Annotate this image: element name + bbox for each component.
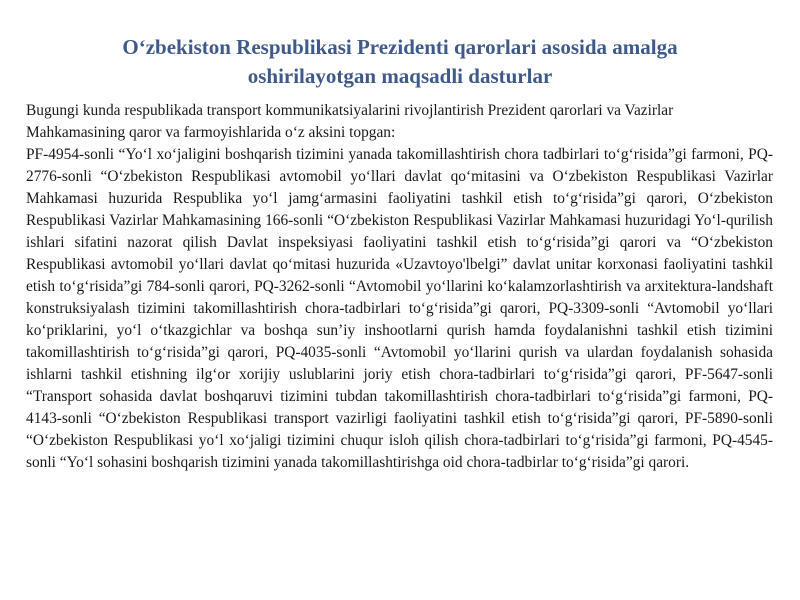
title-line-2: oshirilayotgan maqsadli dasturlar — [247, 64, 553, 88]
body-text — [26, 100, 773, 474]
decrees-paragraph: PF-4954-sonli “Yo‘l xo‘jaligini boshqarish tizimini yanada takomillashtirish chora tadbirlari to‘g‘risida”gi farmoni, PQ-2776-sonli “O‘zbekiston Respublikasi avtomobil yo‘llari davlat qo‘mitasini va O‘zbekiston Respublikasi Vazirlar Mahkamasi huzurida Respublika yo‘l jamg‘armasini faoliyatini tashkil etish to‘g‘risida”gi qarori, O‘zbekiston Respublikasi Vazirlar Mahkamasining 166-sonli “O‘zbekiston Respublikasi Vazirlar Mahkamasi huzuridagi Yo‘l-qurilish ishlari sifatini nazorat qilish Davlat inspeksiyasi faoliyatini tashkil etish to‘g‘risida”gi qarori va “O‘zbekiston Respublikasi avtomobil yo‘llari davlat qo‘mitasi huzurida «Uzavtoyo'lbelgi” davlat unitar korxonasi faoliyatini tashkil etish to‘g‘risida”gi 784-sonli qarori, PQ-3262-sonli “Avtomobil yo‘llarini ko‘kalamzorlashtirish va arxitektura-landshaft konstruksiyalash tizimini takomillashtirish chora-tadbirlari to‘g‘risida”gi qarori, PQ-3309-sonli “Avtomobil yo‘llari ko‘priklarini, yo‘l o‘tkazgichlar va boshqa sun’iy inshootlarni qurish hamda foydalanishni tashkil etish tizimini takomillashtirish to‘g‘risida”gi qarori, PQ-4035-sonli “Avtomobil yo‘llarini qurish va ulardan foydalanish sohasida ishlarni tashkil etishning ilg‘or xorijiy uslublarini joriy etish chora-tadbirlari to‘g‘risida”gi qarori, PF-5647-sonli “Transport sohasida davlat boshqaruvi tizimini tubdan takomillashtirish chora-tadbirlari to‘g‘risida”gi farmoni, PQ-4143-sonli “O‘zbekiston Respublikasi transport vazirligi faoliyatini tashkil etish to‘g‘risida”gi qarori, PF-5890-sonli “O‘zbekiston Respublikasi yo‘l xo‘jaligi tizimini chuqur isloh qilish chora-tadbirlari to‘g‘risida”gi farmoni, PQ-4545-sonli “Yo‘l sohasini boshqarish tizimini yanada takomillashtirishga oid chora-tadbirlar to‘g‘risida”gi qarori. — [26, 146, 773, 471]
title-line-1: O‘zbekiston Respublikasi Prezidenti qarorlari asosida amalga — [122, 35, 678, 59]
intro-paragraph: Bugungi kunda respublikada transport kommunikatsiyalarini rivojlantirish Prezident qarorlari va Vazirlar Mahkamasining qaror va farmoyishlarida o‘z aksini topgan: — [26, 102, 674, 141]
page-title — [60, 33, 740, 91]
